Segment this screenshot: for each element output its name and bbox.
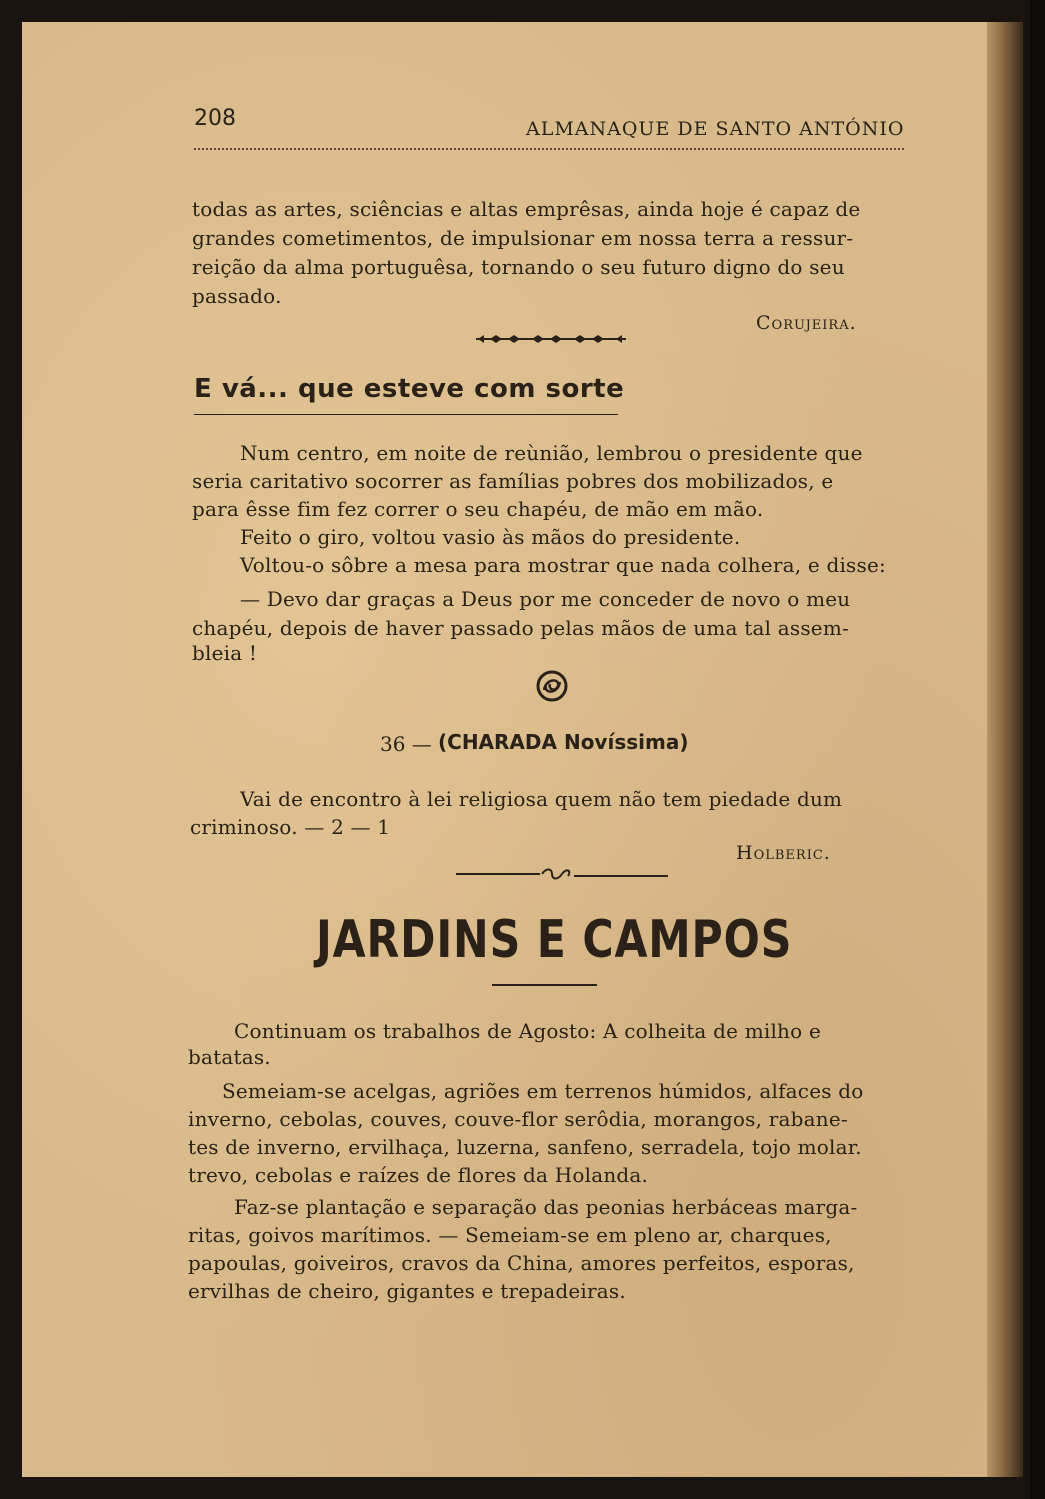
jardins-title: JARDINS E CAMPOS (316, 910, 793, 970)
page-number: 208 (194, 106, 236, 131)
intro-line: grandes cometimentos, de impulsionar em nossa terra a ressur- (192, 226, 854, 250)
intro-line: todas as artes, sciências e altas emprêsas, ainda hoje é capaz de (192, 197, 861, 221)
jardins-line: batatas. (188, 1045, 271, 1069)
section-title-underline (194, 414, 618, 415)
charada-line: Vai de encontro à lei religiosa quem não tem piedade dum (240, 787, 843, 811)
diamond-chain-ornament-icon (476, 332, 626, 346)
jardins-line: trevo, cebolas e raízes de flores da Holanda. (188, 1163, 649, 1187)
anecdote-line: para êsse fim fez correr o seu chapéu, de mão em mão. (192, 497, 764, 521)
anecdote-line: seria caritativo socorrer as famílias pobres dos mobilizados, e (192, 469, 834, 493)
intro-line: reição da alma portuguêsa, tornando o seu futuro digno do seu (192, 255, 845, 279)
charada-line: criminoso. — 2 — 1 (190, 815, 391, 839)
page-edge-shadow (987, 22, 1023, 1477)
anecdote-line: Num centro, em noite de reùnião, lembrou o presidente que (240, 441, 863, 465)
anecdote-line: Feito o giro, voltou vasio às mãos do presidente. (240, 525, 741, 549)
book-page (22, 22, 987, 1477)
charada-title: (CHARADA Novíssima) (438, 730, 689, 754)
swirl-medallion-icon (536, 670, 568, 702)
binding-edge (1030, 0, 1045, 1499)
intro-signature: Corujeira. (756, 312, 857, 334)
jardins-line: tes de inverno, ervilhaça, luzerna, sanfeno, serradela, tojo molar. (188, 1135, 862, 1159)
anecdote-line: chapéu, depois de haver passado pelas mãos de uma tal assem- (192, 616, 849, 640)
header-rule (194, 148, 904, 150)
jardins-line: ritas, goivos marítimos. — Semeiam-se em pleno ar, charques, (188, 1223, 832, 1247)
anecdote-line: bleia ! (192, 641, 258, 665)
section-title: E vá... que esteve com sorte (194, 374, 625, 404)
running-title: ALMANAQUE DE SANTO ANTÓNIO (526, 118, 905, 140)
intro-line: passado. (192, 284, 282, 308)
jardins-line: papoulas, goiveiros, cravos da China, amores perfeitos, esporas, (188, 1251, 855, 1275)
anecdote-line: Voltou-o sôbre a mesa para mostrar que nada colhera, e disse: (240, 553, 886, 577)
jardins-line: inverno, cebolas, couves, couve-flor serôdia, morangos, rabane- (188, 1107, 848, 1131)
jardins-line: Faz-se plantação e separação das peonias herbáceas marga- (234, 1195, 858, 1219)
anecdote-line: — Devo dar graças a Deus por me conceder de novo o meu (240, 587, 851, 611)
jardins-line: Continuam os trabalhos de Agosto: A colheita de milho e (234, 1019, 821, 1043)
scroll-divider-ornament-icon (456, 866, 668, 882)
jardins-line: Semeiam-se acelgas, agriões em terrenos húmidos, alfaces do (222, 1079, 864, 1103)
charada-number: 36 — (380, 732, 432, 756)
jardins-line: ervilhas de cheiro, gigantes e trepadeiras. (188, 1279, 626, 1303)
charada-signature: Holberic. (736, 842, 831, 864)
jardins-rule (492, 984, 597, 986)
